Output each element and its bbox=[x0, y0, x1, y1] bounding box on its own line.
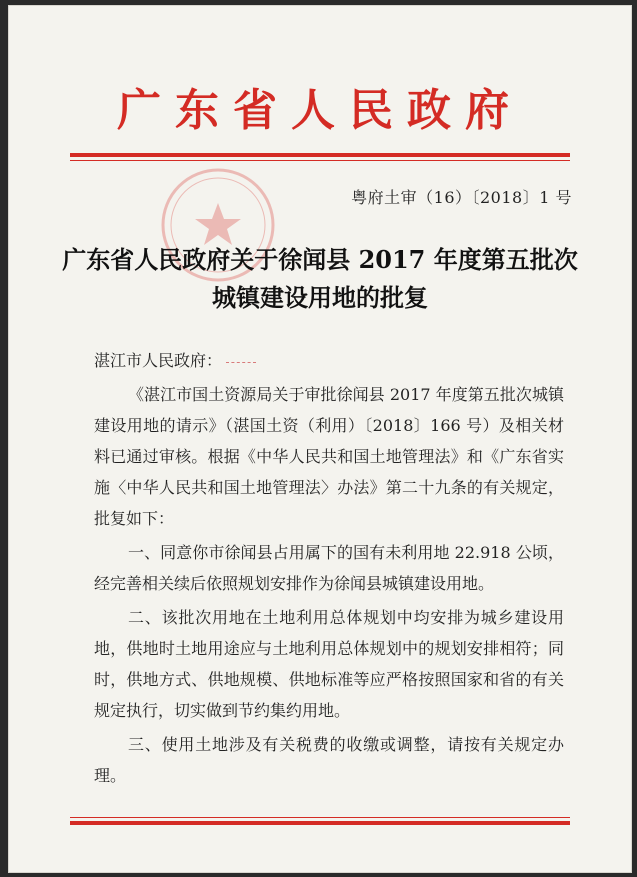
salutation bbox=[94, 345, 564, 376]
paragraph-item-3: 三、使用土地涉及有关税费的收缴或调整，请按有关规定办理。 bbox=[94, 735, 564, 785]
salutation-text: 湛江市人民政府： bbox=[94, 351, 223, 370]
footer-rule-thin bbox=[70, 817, 570, 818]
paragraph-request: 《湛江市国土资源局关于审批徐闻县 2017 年度第五批次城镇建设用地的请示》（湛国土资（利用）〔2018〕166 号）及相关材料已通过审核。根据《中华人民共和国土地管理法》和《广东省实施〈中华人民共和国土地管理法〉办法》第二十九条的有关规定，批复如下： bbox=[94, 385, 564, 528]
paragraph-item-2: 二、该批次用地在土地利用总体规划中均安排为城乡建设用地，供地时土地用途应与土地利用总体规划中的规划安排相符；同时，供地方式、供地规模、供地标准等应严格按照国家和省的有关规定执行，切实做到节约集约用地。 bbox=[94, 608, 564, 720]
document-number: 粤府土审（16）〔2018〕1 号 bbox=[351, 188, 572, 207]
document-body bbox=[94, 345, 564, 794]
header-rule-thick bbox=[70, 153, 570, 157]
document-page bbox=[8, 5, 632, 873]
handwritten-mark bbox=[226, 360, 256, 363]
footer-rule-thick bbox=[70, 821, 570, 825]
document-title-line-1: 广东省人民政府关于徐闻县 2017 年度第五批次 bbox=[62, 245, 578, 274]
header-rule-thin bbox=[70, 160, 570, 161]
document-title bbox=[8, 241, 632, 317]
document-title-line-2: 城镇建设用地的批复 bbox=[212, 283, 428, 312]
issuer-header: 广东省人民政府 bbox=[117, 85, 523, 136]
paragraph-item-1: 一、同意你市徐闻县占用属下的国有未利用地 22.918 公顷，经完善相关续后依照规划安排作为徐闻县城镇建设用地。 bbox=[94, 543, 564, 593]
